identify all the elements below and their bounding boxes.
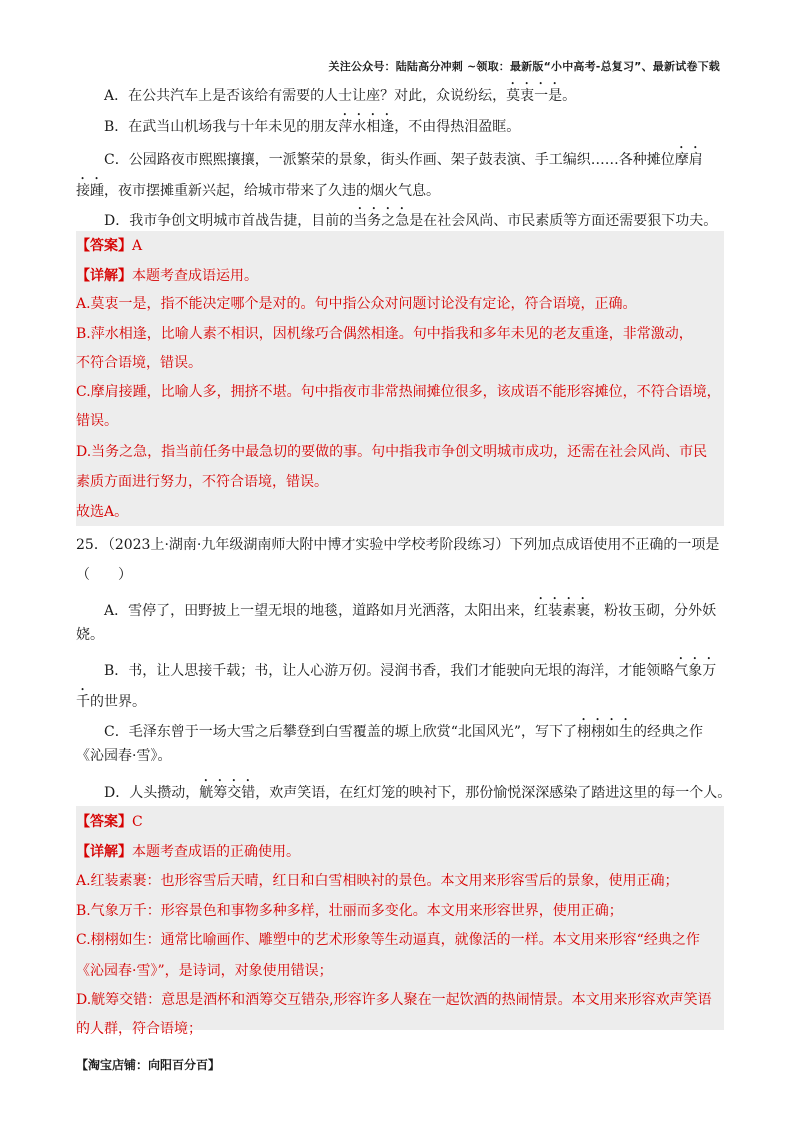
explain-b-24-cont: 不符合语境，错误。 bbox=[76, 355, 202, 371]
emphasized-idiom: 觥筹交错 bbox=[199, 785, 256, 801]
footer-shop-note: 【淘宝店铺：向阳百分百】 bbox=[76, 1058, 221, 1072]
q25-option-d: D．人头攒动，觥筹交错，欢声笑语，在红灯笼的映衬下，那份愉悦深深感染了踏进这里的每一个人。 bbox=[104, 785, 732, 801]
explain-a-25: A.红装素裹：也形容雪后天晴，红日和白雪相映衬的景色。本文用来形容雪后的景象，使用正确； bbox=[76, 873, 679, 889]
q25-paren: （ ） bbox=[76, 567, 132, 583]
emphasized-idiom: 当务之急 bbox=[353, 213, 410, 229]
explain-c-24: C.摩肩接踵，比喻人多，拥挤不堪。句中指夜市非常热闹摊位很多，该成语不能形容摊位，不符合语境， bbox=[76, 384, 721, 400]
q24-option-c: C．公园路夜市熙熙攘攘，一派繁荣的景象，街头作画、架子鼓表演、手工编织……各种摊位摩肩 bbox=[104, 152, 703, 168]
page-header: 关注公众号：陆陆高分冲刺 ~领取：最新版“小中高考-总复习”、最新试卷下载 bbox=[328, 60, 720, 73]
emphasized-idiom: 红装素裹 bbox=[534, 603, 591, 619]
emphasized-idiom: 接踵 bbox=[76, 183, 104, 199]
q25-option-a: A．雪停了，田野披上一望无垠的地毯，道路如月光洒落，太阳出来，红装素裹，粉妆玉砌，分外妖 bbox=[104, 603, 717, 619]
emphasized-idiom: 气象万 bbox=[674, 663, 717, 679]
emphasized-idiom: 莫衷一是 bbox=[506, 88, 563, 104]
answer-line-24: 【答案】A bbox=[76, 238, 143, 254]
conclusion-24: 故选A。 bbox=[76, 504, 129, 520]
q25-option-b-cont: 千的世界。 bbox=[76, 694, 146, 710]
q24-option-c-cont: 接踵，夜市摆摊重新兴起，给城市带来了久违的烟火气息。 bbox=[76, 183, 440, 199]
explain-d-24-cont: 素质方面进行努力，不符合语境，错误。 bbox=[76, 474, 328, 490]
emphasized-idiom: 摩肩 bbox=[674, 152, 703, 168]
q25-option-b: B．书，让人思接千载；书，让人心游万仞。浸润书香，我们才能驶向无垠的海洋，才能领略气象万 bbox=[104, 663, 717, 679]
q25-option-c: C．毛泽东曾于一场大雪之后攀登到白雪覆盖的塬上欣赏“北国风光”，写下了栩栩如生的经典之作 bbox=[104, 724, 704, 740]
q25-option-a-cont: 娆。 bbox=[76, 627, 104, 643]
q25-stem: 25．（2023上·湖南·九年级湖南师大附中博才实验中学校考阶段练习）下列加点成语使用不正确的一项是 bbox=[76, 537, 720, 553]
explain-d-24: D.当务之急，指当前任务中最急切的要做的事。句中指我市争创文明城市成功，还需在社会风尚、市民 bbox=[76, 444, 708, 460]
explain-b-25: B.气象万千：形容景色和事物多种多样，壮丽而多变化。本文用来形容世界，使用正确； bbox=[76, 903, 623, 919]
explain-c-25: C.栩栩如生：通常比喻画作、雕塑中的艺术形象等生动逼真，就像活的一样。本文用来形容“经典之作 bbox=[76, 932, 700, 948]
q25-option-c-cont: 《沁园春·雪》。 bbox=[76, 748, 172, 764]
q24-option-b: B．在武当山机场我与十年未见的朋友萍水相逢，不由得热泪盈眶。 bbox=[104, 119, 521, 135]
detail-line-24: 【详解】本题考查成语运用。 bbox=[76, 268, 258, 284]
explain-c-24-cont: 错误。 bbox=[76, 413, 118, 429]
explain-b-24: B.萍水相逢，比喻人素不相识，因机缘巧合偶然相逢。句中指我和多年未见的老友重逢，非常激动， bbox=[76, 326, 693, 342]
q24-option-d: D．我市争创文明城市首战告捷，目前的当务之急是在社会风尚、市民素质等方面还需要狠下功夫。 bbox=[104, 213, 718, 229]
emphasized-idiom: 千 bbox=[76, 694, 90, 710]
explain-d-25: D.觥筹交错：意思是酒杯和酒筹交互错杂,形容许多人聚在一起饮酒的热闹情景。本文用来形容欢声笑语 bbox=[76, 992, 712, 1008]
detail-line-25: 【详解】本题考查成语的正确使用。 bbox=[76, 844, 300, 860]
explain-a-24: A.莫衷一是，指不能决定哪个是对的。句中指公众对问题讨论没有定论，符合语境，正确。 bbox=[76, 296, 637, 312]
emphasized-idiom: 萍水相逢 bbox=[338, 119, 395, 135]
answer-line-25: 【答案】C bbox=[76, 814, 143, 830]
q24-option-a: A．在公共汽车上是否该给有需要的人士让座？对此，众说纷纭，莫衷一是。 bbox=[104, 88, 577, 104]
explain-c-25-cont: 《沁园春·雪》”，是诗词，对象使用错误； bbox=[76, 963, 333, 979]
emphasized-idiom: 栩栩如生 bbox=[577, 724, 634, 740]
explain-d-25-cont: 的人群，符合语境； bbox=[76, 1021, 202, 1037]
